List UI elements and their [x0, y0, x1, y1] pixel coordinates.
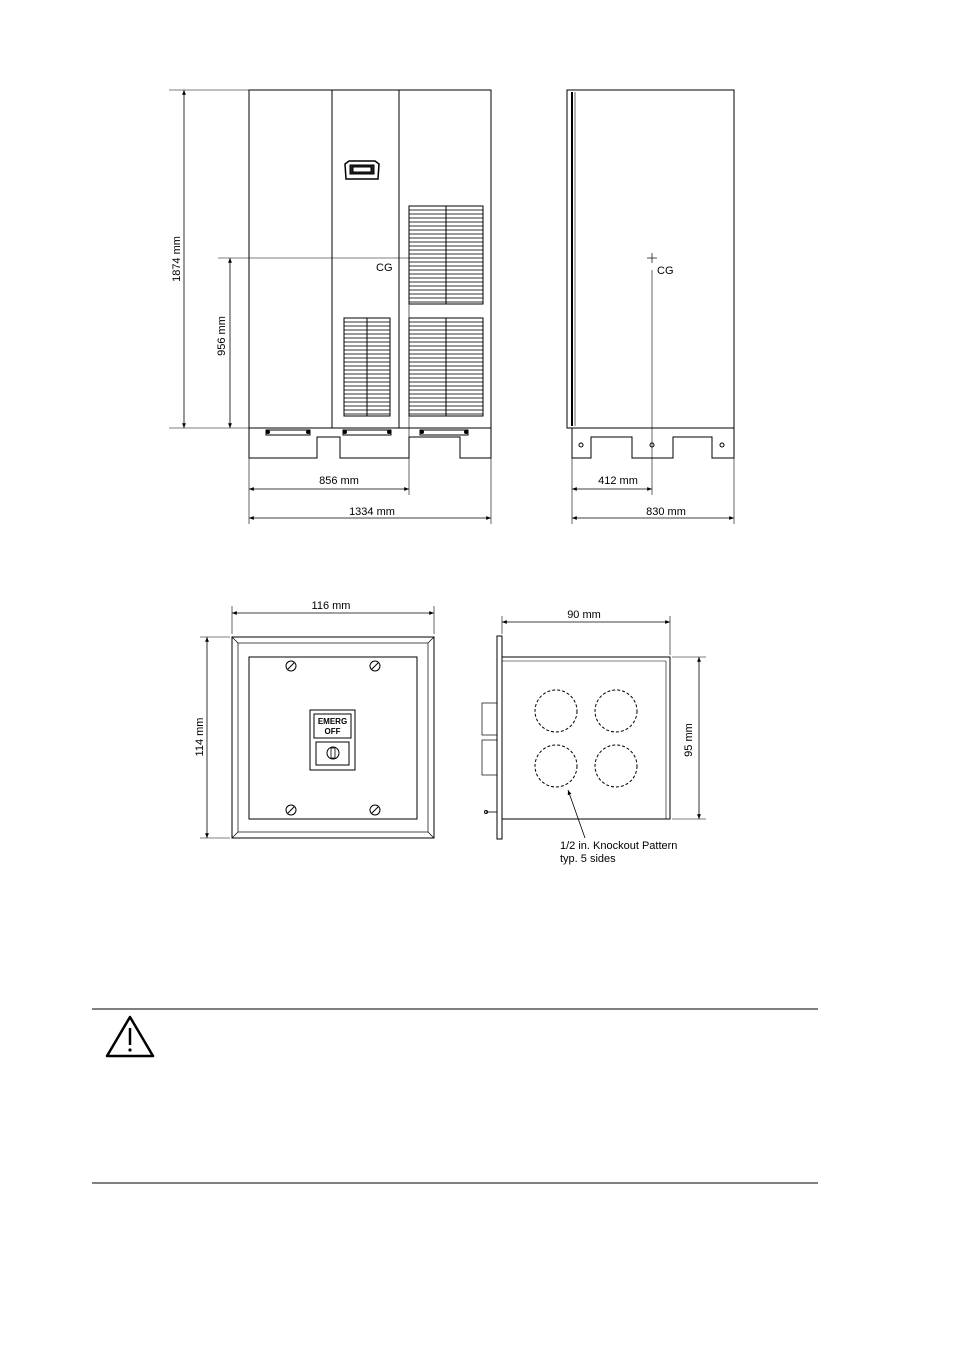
- knockout-icon: [535, 690, 577, 732]
- display-panel-icon: [345, 161, 379, 179]
- ups-front-view: [169, 90, 491, 524]
- epo-label-line-1: EMERG: [317, 717, 348, 726]
- epo-label-line-2: OFF: [324, 727, 341, 736]
- label-height-total: 1874 mm: [171, 236, 183, 282]
- label-epo-height: 114 mm: [194, 717, 206, 757]
- knockout-note-line-1: 1/2 in. Knockout Pattern: [560, 840, 678, 852]
- lift-bracket-2: [343, 430, 391, 435]
- label-width-total: 1334 mm: [349, 506, 395, 518]
- knockout-note-line-2: typ. 5 sides: [560, 853, 616, 865]
- screw-icon: [286, 805, 296, 815]
- epo-side-view: [482, 616, 706, 839]
- label-epo-side-height: 95 mm: [683, 723, 695, 757]
- label-depth-total: 830 mm: [646, 506, 686, 518]
- warning-icon: [107, 1017, 153, 1056]
- key-switch-icon: [327, 747, 339, 759]
- label-width-cg: 856 mm: [319, 475, 359, 487]
- screw-icon: [370, 661, 380, 671]
- screw-icon: [286, 661, 296, 671]
- lift-bracket-3: [420, 430, 468, 435]
- front-base: [249, 428, 491, 458]
- knockout-icon: [595, 745, 637, 787]
- label-epo-depth: 90 mm: [567, 609, 601, 621]
- epo-side-flange: [497, 636, 502, 839]
- knockout-leader-arrow: [568, 790, 585, 838]
- side-cabinet-outline: [567, 90, 734, 428]
- label-height-cg: 956 mm: [216, 316, 228, 356]
- epo-side-box: [502, 657, 670, 819]
- ups-side-view: [567, 90, 734, 524]
- knockout-icon: [535, 745, 577, 787]
- label-epo-width: 116 mm: [311, 600, 351, 612]
- label-depth-cg: 412 mm: [598, 475, 638, 487]
- screw-icon: [370, 805, 380, 815]
- front-cg-label: CG: [376, 262, 393, 274]
- side-cg-label: CG: [657, 265, 674, 277]
- lift-bracket-1: [266, 430, 310, 435]
- knockout-icon: [595, 690, 637, 732]
- epo-switch-button: [316, 742, 349, 765]
